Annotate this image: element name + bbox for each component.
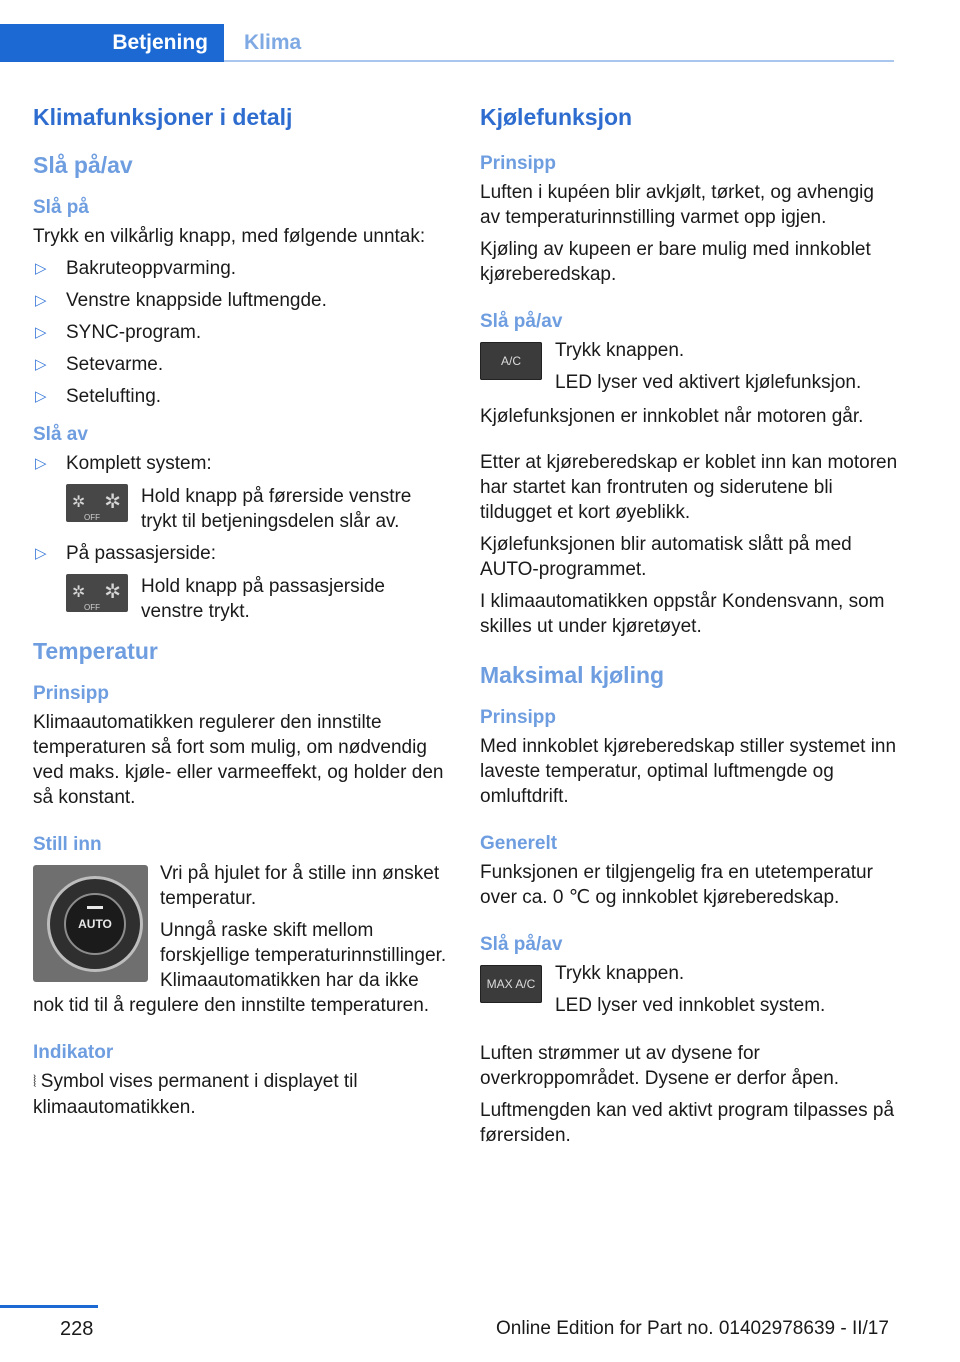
triangle-bullet-icon: ▷ [35,260,47,277]
list-item: ▷ På passasjerside: ✲ OFF ✲ Hold knapp på passasjerside venstre trykt. [33,541,451,624]
ac-text: Trykk knappen. LED lyser ved aktivert kjølefunksjon. [555,340,862,393]
right-column [480,100,898,1155]
list-item: ▷ Bakruteoppvarming. [35,258,237,279]
tab-underline [224,60,894,62]
tab-klima[interactable]: Klima [244,31,302,54]
text-s4-p3: Luften strømmer ut av dysene for overkroppområdet. Dysene er derfor åpen. [480,1043,840,1089]
text-p4: Etter at kjøreberedskap er koblet inn kan motoren har startet kan frontruten og siderutene bli tildugget et kort øyeblikk. [480,452,898,523]
subheading-slaa-av: Slå av [33,424,88,445]
text-prinsipp: Klimaautomatikken regulerer den innstilte temperaturen så fort som mulig, om nødvendig ved maks. kjøle- eller varmeeffekt, og holder den så konstant. [33,712,444,808]
edition-text: Online Edition for Part no. 01402978639 - II/17 [496,1318,889,1339]
temperature-knob-image: AUTO [33,865,148,982]
fan-off-button-icon: ✲ OFF ✲ [66,484,128,522]
tab-betjening[interactable]: Betjening [0,24,224,62]
heading-slaa-paa-av: Slå på/av [33,152,133,178]
text-p5: Kjølefunksjonen blir automatisk slått på med AUTO-programmet. [480,534,852,580]
text-p2: Kjøling av kupeen er bare mulig med innkoblet kjøreberedskap. [480,239,871,285]
footer-rule [0,1305,98,1308]
triangle-bullet-icon: ▷ [35,388,47,405]
text-p3: Kjølefunksjonen er innkoblet når motoren går. [480,406,864,427]
list-item: ▷ SYNC-program. [35,322,202,343]
text-still-1: Vri på hjulet for å stille inn ønsket temperatur. [160,863,440,909]
page-number: 228 [60,1318,94,1340]
subheading-slaa-paa-av: Slå på/av [480,311,563,332]
subheading-still-inn: Still inn [33,834,102,855]
maxac-text: Trykk knappen. LED lyser ved innkoblet system. [555,963,826,1016]
heat-symbol-icon: ⦚ [33,1074,41,1091]
triangle-bullet-icon: ▷ [35,455,47,472]
list-item: ▷ Venstre knappside luftmengde. [35,290,327,311]
text-still-2: Unngå raske skift mellom forskjellige temperaturinnstillinger. Klimaautomatikken har da ikke nok tid til å regulere den innstilte temperaturen. [33,920,447,1016]
heading-kjolefunksjon: Kjølefunksjon [480,104,633,130]
subheading-prinsipp: Prinsipp [480,153,557,174]
subheading-prinsipp: Prinsipp [33,683,110,704]
max-ac-button-icon: MAX A/C [480,965,542,1003]
header-tabs [0,24,894,62]
text-s4-p1: Med innkoblet kjøreberedskap stiller systemet inn laveste temperatur, optimal luftmengde og omluftdrift. [480,736,897,807]
text-p1: Luften i kupéen blir avkjølt, tørket, og avhengig av temperaturinnstilling varmet opp igjen. [480,182,874,228]
list-item: ▷ Komplett system: ✲ OFF ✲ Hold knapp på førerside venstre trykt til betjeningsdelen slår av. [33,451,451,534]
text-indikator: ⦚ Symbol vises permanent i displayet til klimaautomatikken. [33,1071,358,1118]
heading-maksimal-kjoling: Maksimal kjøling [480,662,665,688]
still-inn-block [33,861,451,1025]
triangle-bullet-icon: ▷ [35,324,47,341]
triangle-bullet-icon: ▷ [35,356,47,373]
ac-row [480,338,898,404]
subheading-slaa-paa: Slå på [33,197,89,218]
maxac-row [480,961,898,1027]
subheading-slaa-paa-av: Slå på/av [480,934,563,955]
text-slaa-paa: Trykk en vilkårlig knapp, med følgende unntak: [33,226,426,247]
heading-klimafunksjoner: Klimafunksjoner i detalj [33,104,293,130]
list-item: ▷ Setevarme. [35,354,164,375]
fan-off-row [66,574,451,624]
text-komplett: Hold knapp på førerside venstre trykt til betjeningsdelen slår av. [141,486,412,532]
left-column [33,100,451,1127]
fan-off-button-icon: ✲ OFF ✲ [66,574,128,612]
text-s4-p4: Luftmengden kan ved aktivt program tilpasses på førersiden. [480,1100,895,1146]
triangle-bullet-icon: ▷ [35,292,47,309]
list-item: ▷ Setelufting. [35,386,162,407]
subheading-generelt: Generelt [480,833,558,854]
subheading-prinsipp: Prinsipp [480,707,557,728]
list-slaa-av [33,451,451,624]
text-s4-p2: Funksjonen er tilgjengelig fra en utetemperatur over ca. 0 ℃ og innkoblet kjøreberedskap. [480,862,873,908]
ac-button-icon: A/C [480,342,542,380]
text-passasjer: Hold knapp på passasjerside venstre trykt. [141,576,385,622]
text-p6: I klimaautomatikken oppstår Kondensvann, som skilles ut under kjøretøyet. [480,591,885,637]
list-unntak [33,256,451,409]
triangle-bullet-icon: ▷ [35,545,47,562]
subheading-indikator: Indikator [33,1042,114,1063]
heading-temperatur: Temperatur [33,638,158,664]
fan-off-row [66,484,451,534]
